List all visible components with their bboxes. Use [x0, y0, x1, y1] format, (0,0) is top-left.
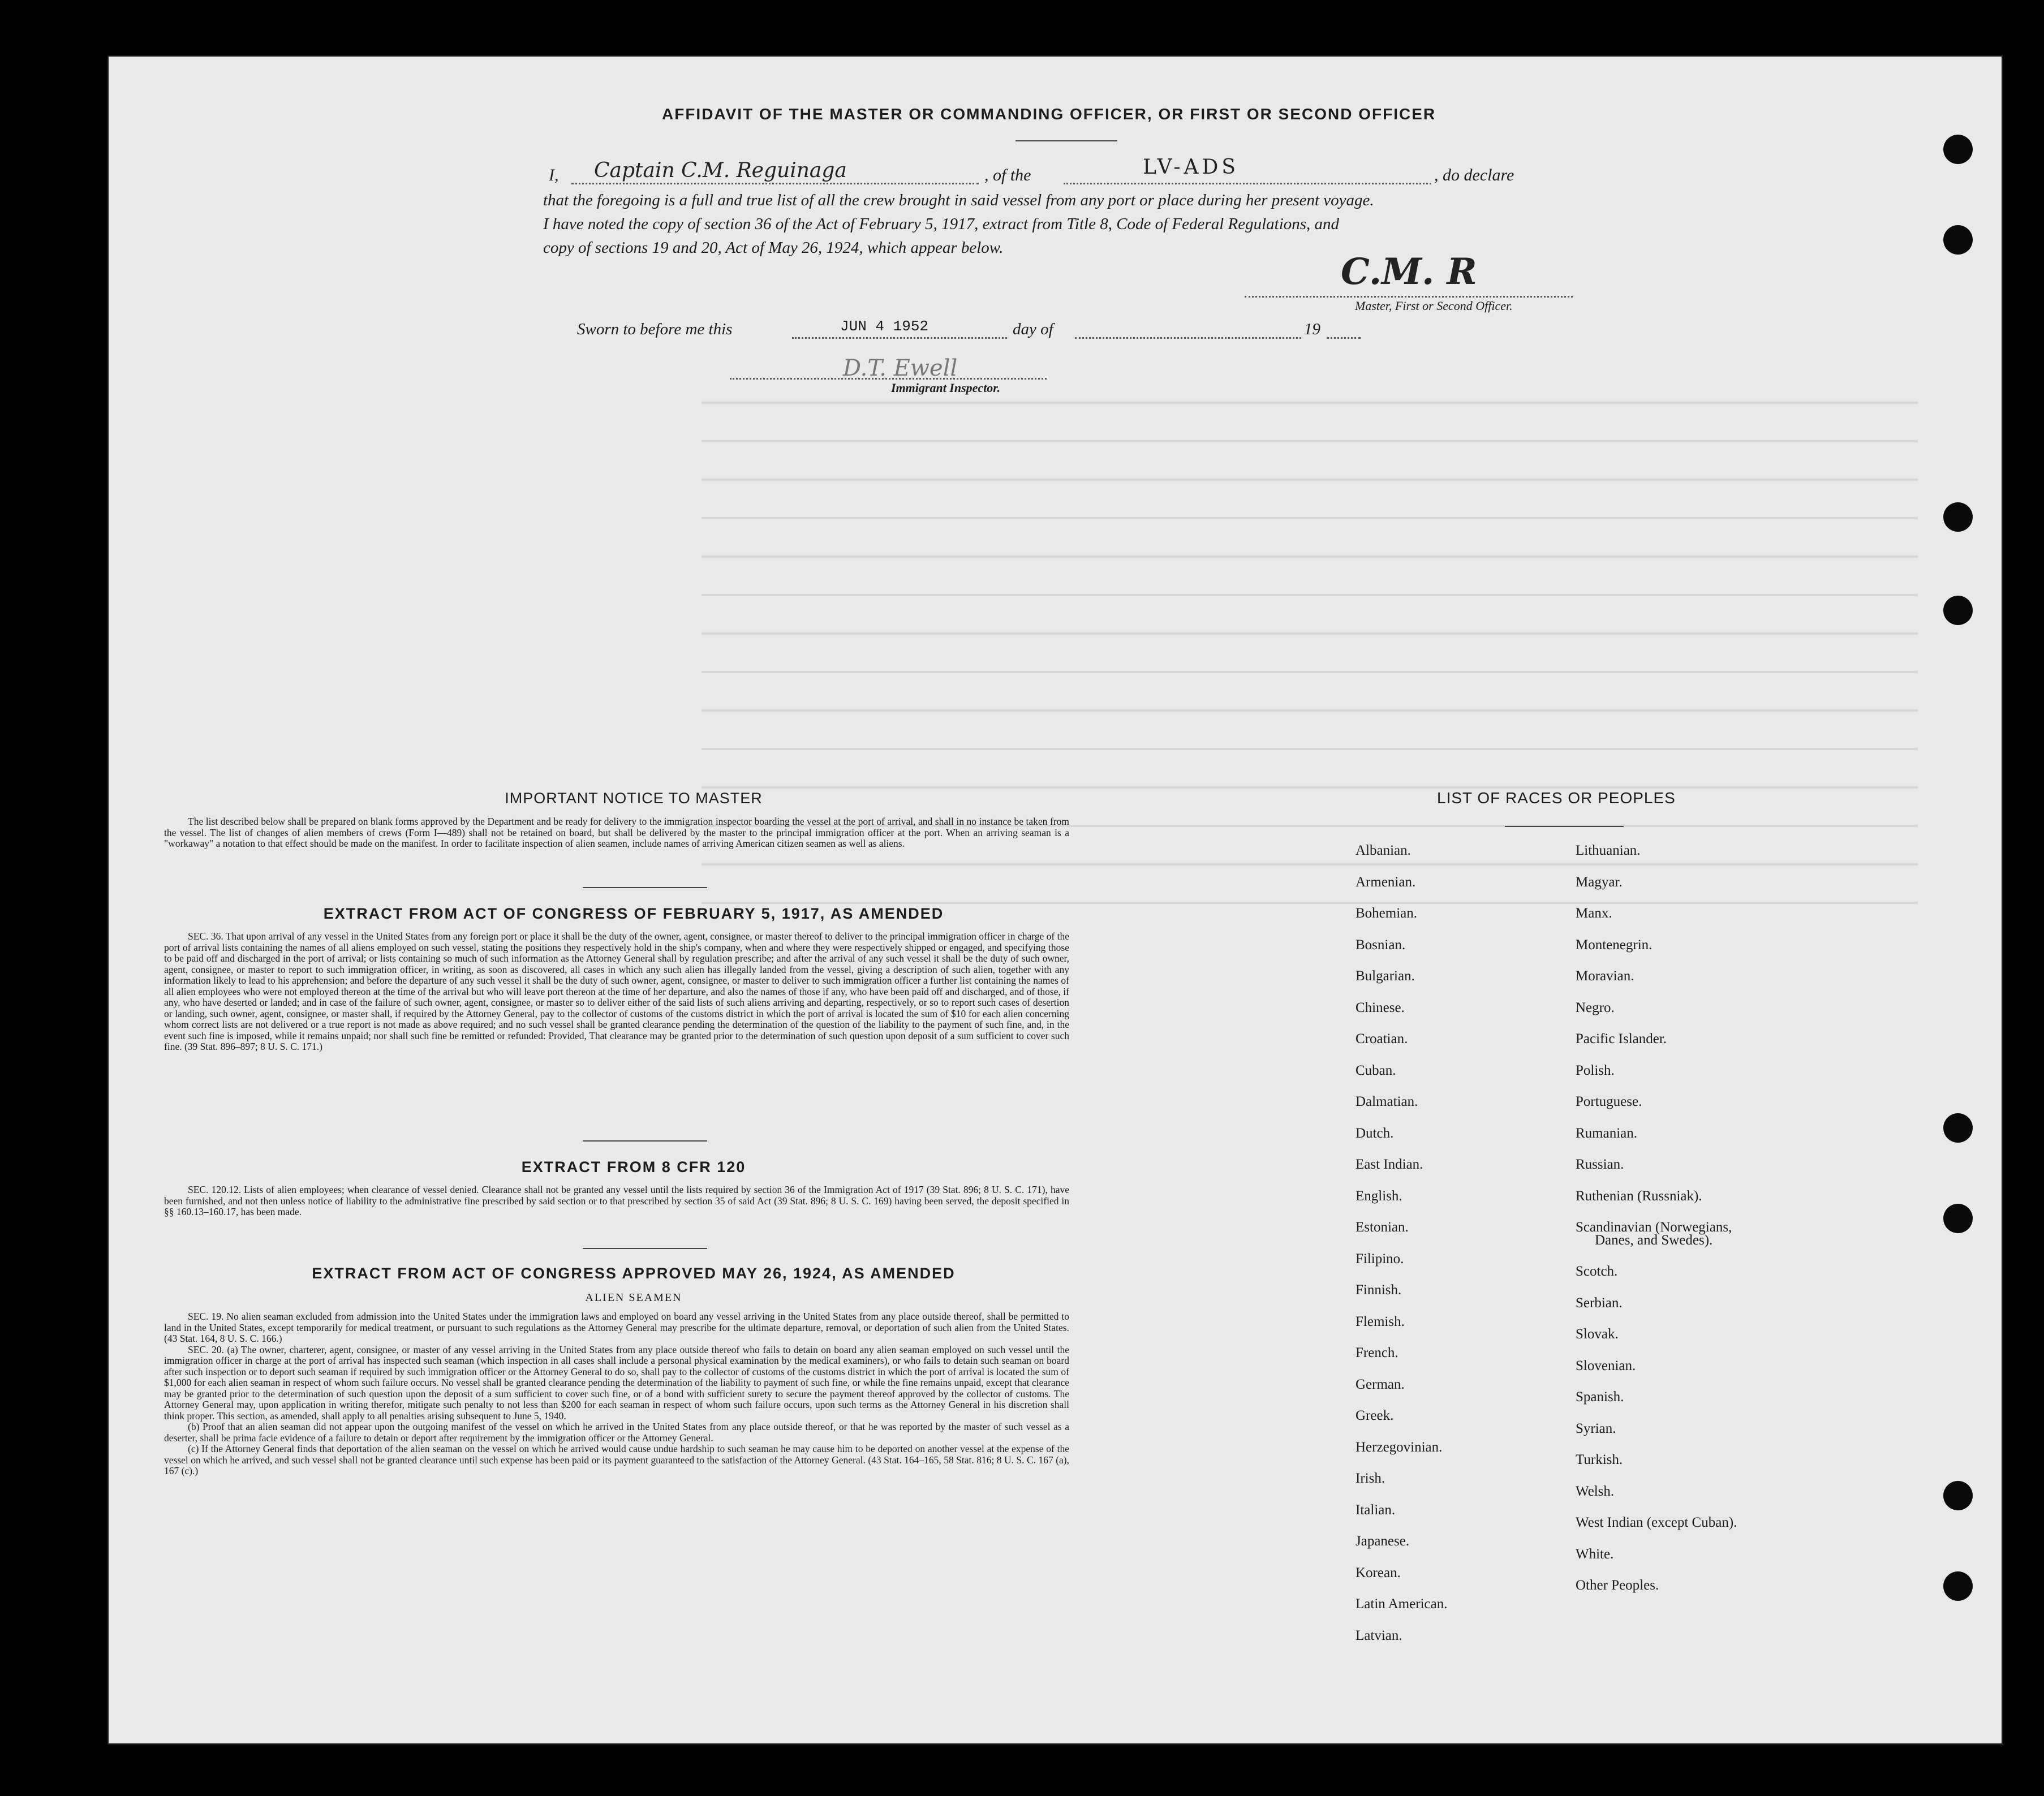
- race-list-item: Danes, and Swedes).: [1595, 1232, 1713, 1248]
- race-list-item: Montenegrin.: [1576, 937, 1653, 953]
- race-list-item: Other Peoples.: [1576, 1578, 1659, 1593]
- do-declare-label: , do declare: [1434, 166, 1514, 184]
- race-list-item: Italian.: [1356, 1502, 1396, 1518]
- extract-1924-text: [164, 1311, 1069, 1477]
- sworn-line: [577, 320, 1482, 343]
- race-list-item: Syrian.: [1576, 1420, 1616, 1436]
- vessel-name: LV-ADS: [1143, 156, 1240, 179]
- section-20b-paragraph: (b) Proof that an alien seaman did not appear upon the outgoing manifest of the vessel on which he arrived in the United States from any place outside thereof, or that he was reported by the master of such vessel as a deserter, shall be prima facie evidence of a failure to detain or deport after requirement by the immigration officer or the Attorney General.: [164, 1421, 1069, 1444]
- declaration-line-1: [549, 156, 1709, 188]
- affidavit-title: AFFIDAVIT OF THE MASTER OR COMMANDING OFFICER, OR FIRST OR SECOND OFFICER: [662, 105, 1436, 123]
- section-19-paragraph: SEC. 19. No alien seaman excluded from admission into the United States under the immigration laws and employed on board any vessel arriving in the United States from any place outside thereof, shall be permitted to land in the United States, except temporarily for medical treatment, or pursuant to such regulations as the Attorney General may prescribe for the ultimate departure, removal, or deportation of such alien from the United States. (43 Stat. 164, 8 U. S. C. 166.): [164, 1311, 1069, 1344]
- inspector-caption: Immigrant Inspector.: [891, 381, 1001, 395]
- notice-title: IMPORTANT NOTICE TO MASTER: [505, 790, 763, 807]
- extract-cfr-text: [164, 1185, 1069, 1218]
- race-list-item: Magyar.: [1576, 874, 1623, 890]
- sworn-date: JUN 4 1952: [840, 318, 929, 335]
- day-of-label: day of: [1013, 320, 1053, 338]
- notice-text: [164, 816, 1069, 850]
- race-list-item: East Indian.: [1356, 1157, 1423, 1172]
- race-list-item: Chinese.: [1356, 1000, 1405, 1015]
- race-list-item: Cuban.: [1356, 1062, 1396, 1078]
- month-line: [1075, 337, 1301, 339]
- race-list-item: Flemish.: [1356, 1313, 1405, 1329]
- race-list-item: German.: [1356, 1376, 1405, 1392]
- races-title-underline: [1505, 826, 1624, 827]
- alien-seamen-subtitle: ALIEN SEAMEN: [585, 1291, 682, 1304]
- race-list-item: Albanian.: [1356, 843, 1411, 858]
- race-list-item: English.: [1356, 1188, 1402, 1204]
- race-list-item: Lithuanian.: [1576, 843, 1641, 858]
- race-list-item: Scotch.: [1576, 1264, 1618, 1279]
- declarant-line: [571, 183, 979, 184]
- sworn-label: Sworn to before me this: [577, 320, 733, 338]
- race-list-item: Slovak.: [1576, 1326, 1619, 1342]
- race-list-item: Bosnian.: [1356, 937, 1406, 953]
- race-list-item: Rumanian.: [1576, 1125, 1638, 1141]
- punch-hole: [1943, 135, 1973, 164]
- race-list-item: Portuguese.: [1576, 1094, 1642, 1109]
- race-list-item: Dalmatian.: [1356, 1094, 1418, 1109]
- punch-hole: [1943, 1113, 1973, 1143]
- race-list-item: Bulgarian.: [1356, 968, 1415, 984]
- race-list-item: Polish.: [1576, 1062, 1615, 1078]
- punch-hole: [1943, 596, 1973, 625]
- race-list-item: Latvian.: [1356, 1627, 1402, 1643]
- of-the-label: , of the: [984, 166, 1031, 184]
- extract-cfr-title: EXTRACT FROM 8 CFR 120: [521, 1158, 746, 1175]
- declaration-line-4: copy of sections 19 and 20, Act of May 26, 1924, which appear below.: [543, 239, 1004, 257]
- master-signature: C.M. R: [1341, 251, 1477, 293]
- race-list-item: Croatian.: [1356, 1031, 1408, 1046]
- race-list-item: Scandinavian (Norwegians,: [1576, 1220, 1732, 1235]
- year-label: 19: [1304, 320, 1320, 338]
- race-list-item: Slovenian.: [1576, 1358, 1636, 1373]
- declarant-name: Captain C.M. Reguinaga: [594, 159, 847, 182]
- declaration-line-2: that the foregoing is a full and true list of all the crew brought in said vessel from any port or place during her present voyage.: [543, 191, 1374, 209]
- section-36-paragraph: SEC. 36. That upon arrival of any vessel in the United States from any foreign port or place it shall be the duty of the owner, agent, consignee, or master thereof to deliver to the principal immigration officer in charge of the port of arrival lists containing the names of all aliens employed on such vessel, stating the positions they respectively hold in the ship's company, when and where they were respectively shipped or engaged, and specifying those to be paid off and discharged in the port of arrival; or lists containing so much of such information as the Attorney General shall by regulation prescribe; and after the arrival of any such vessel it shall be the duty of such owner, agent, consignee, or master to report to such immigration officer, in writing, as soon as discovered, all cases in which any such alien has illegally landed from the vessel, giving a description of such alien, together with any information likely to lead to his apprehension; and before the departure of any such vessel it shall be the duty of such owner, agent, consignee, or master to deliver to such immigration officer a further list containing the names of all alien employees who were not employed thereon at the time of the arrival but who will leave port thereon at the time of her departure, and also the names of those if any, who have been paid off and discharged, and of those, if any, who have deserted or landed; and in case of the failure of such owner, agent, consignee, or master so to deliver either of the said lists of such aliens arriving and departing, respectively, or so to report such cases of desertion or landing, such owner, agent, consignee, or master shall, if required by the Attorney General, pay to the collector of customs of the customs district in which the port of arrival is located the sum of $10 for each alien concerning whom correct lists are not delivered or a true report is not made as above required; and no such vessel shall be granted clearance pending the determination of the question of the liability to the payment of such fine, and, in the event such fine is imposed, while it remains unpaid; nor shall such fine be remitted or refunded: Provided, That clearance may be granted prior to the determination of such question upon deposit of a sum sufficient to cover such fine. (39 Stat. 896–897; 8 U. S. C. 171.): [164, 931, 1069, 1052]
- section-120-12-paragraph: SEC. 120.12. Lists of alien employees; when clearance of vessel denied. Clearance shall not be granted any vessel until the lists required by section 36 of the Immigration Act of 1917 (39 Stat. 896; 8 U. S. C. 171), have been furnished, and not then unless notice of liability to the administrative fine prescribed by said section or to that prescribed by section 35 of said Act (39 Stat. 896; 8 U. S. C. 169) having been served, the deposit specified in §§ 160.13–160.17, has been made.: [164, 1184, 1069, 1217]
- race-list-item: Russian.: [1576, 1157, 1624, 1172]
- race-list-item: Welsh.: [1576, 1483, 1615, 1499]
- race-list-item: Spanish.: [1576, 1389, 1624, 1405]
- inspector-signature: D.T. Ewell: [843, 355, 958, 381]
- race-list-item: Korean.: [1356, 1565, 1401, 1580]
- race-list-item: Latin American.: [1356, 1596, 1448, 1612]
- extract-1924-title: EXTRACT FROM ACT OF CONGRESS APPROVED MAY 26, 1924, AS AMENDED: [312, 1265, 956, 1282]
- race-list-item: Greek.: [1356, 1408, 1394, 1423]
- race-list-item: Estonian.: [1356, 1220, 1409, 1235]
- race-list-item: Armenian.: [1356, 874, 1416, 890]
- extract-1917-title: EXTRACT FROM ACT OF CONGRESS OF FEBRUARY 5, 1917, AS AMENDED: [323, 905, 944, 922]
- race-list-item: West Indian (except Cuban).: [1576, 1515, 1737, 1530]
- race-list-item: Pacific Islander.: [1576, 1031, 1667, 1046]
- races-right-column: [1576, 843, 1737, 1609]
- race-list-item: Turkish.: [1576, 1452, 1623, 1467]
- i-label: I,: [549, 166, 559, 184]
- document-page: [107, 55, 2003, 1745]
- race-list-item: Finnish.: [1356, 1282, 1402, 1298]
- title-underline: [1015, 140, 1117, 141]
- race-list-item: French.: [1356, 1345, 1398, 1360]
- master-signature-line: [1245, 296, 1573, 298]
- punch-hole: [1943, 225, 1973, 255]
- races-title: LIST OF RACES OR PEOPLES: [1437, 789, 1676, 807]
- sworn-date-line: [792, 337, 1007, 339]
- race-list-item: Ruthenian (Russniak).: [1576, 1188, 1702, 1204]
- notice-paragraph: The list described below shall be prepared on blank forms approved by the Department and be ready for delivery to the immigration inspector boarding the vessel at the port of arrival, and shall in no instance be taken from the vessel. The list of changes of alien members of crews (Form I—489) shall not be retained on board, but shall be delivered by the master to the principal immigration officer at the port. When an arriving seaman is a "workaway" a notation to that effect should be made on the manifest. In order to facilitate inspection of alien seamen, include names of arriving American citizen seamen as well as aliens.: [164, 816, 1069, 849]
- divider: [583, 1248, 707, 1249]
- punch-hole: [1943, 1481, 1973, 1510]
- divider: [583, 1140, 707, 1142]
- inspector-signature-line: [730, 378, 1047, 380]
- race-list-item: Herzegovinian.: [1356, 1439, 1443, 1455]
- race-list-item: Negro.: [1576, 1000, 1615, 1015]
- extract-1917-text: [164, 931, 1069, 1053]
- race-list-item: Moravian.: [1576, 968, 1634, 984]
- section-20c-paragraph: (c) If the Attorney General finds that deportation of the alien seaman on the vessel on which he arrived would cause undue hardship to such seaman he may cause him to be deported on another vessel at the expense of the vessel on which he arrived, and such vessel shall not be granted clearance until such expense has been paid or its payment guaranteed to the satisfaction of the Attorney General. (43 Stat. 164–165, 58 Stat. 816; 8 U. S. C. 167 (a), 167 (c).): [164, 1443, 1069, 1476]
- race-list-item: Irish.: [1356, 1471, 1385, 1486]
- race-list-item: Filipino.: [1356, 1251, 1404, 1267]
- master-signature-caption: Master, First or Second Officer.: [1355, 299, 1513, 313]
- vessel-line: [1064, 183, 1431, 184]
- punch-hole: [1943, 1204, 1973, 1233]
- race-list-item: White.: [1576, 1546, 1614, 1562]
- punch-hole: [1943, 1571, 1973, 1601]
- punch-hole: [1943, 502, 1973, 532]
- race-list-item: Manx.: [1576, 906, 1612, 921]
- declaration-line-3: I have noted the copy of section 36 of the Act of February 5, 1917, extract from Title 8, Code of Federal Regulations, and: [543, 215, 1340, 233]
- race-list-item: Serbian.: [1576, 1295, 1623, 1311]
- race-list-item: Bohemian.: [1356, 906, 1418, 921]
- races-left-column: [1356, 843, 1447, 1659]
- race-list-item: Japanese.: [1356, 1534, 1410, 1549]
- race-list-item: Dutch.: [1356, 1125, 1394, 1141]
- divider: [583, 887, 707, 888]
- year-line: [1327, 337, 1361, 339]
- section-20a-paragraph: SEC. 20. (a) The owner, charterer, agent, consignee, or master of any vessel arriving in the United States from any place outside thereof who fails to detain on board any alien seaman employed on such vessel until the immigration officer in charge at the port of arrival has inspected such seaman (which inspection in all cases shall include a personal physical examination by the medical examiners), or who fails to detain such seaman on board after such inspection or to deport such seaman if required by such immigration officer or the Attorney General to do so, shall pay to the collector of customs of the customs district in which the port of arrival is located the sum of $1,000 for each alien seaman in respect of whom such failure occurs. No vessel shall be granted clearance pending the determination of the liability to payment of such fine, or while the fine remains unpaid, except that clearance may be granted prior to the determination of such question upon the deposit of a sum sufficient to cover such fine, or of a bond with sufficient surety to secure the payment thereof approved by the collector of customs. The Attorney General may, upon application in writing therefor, mitigate such penalty to not less than $200 for each seaman in respect of whom such failure occurs, upon such terms as the Attorney General in his discretion shall think proper. This section, as amended, shall apply to all penalties arising subsequent to June 5, 1940.: [164, 1343, 1069, 1422]
